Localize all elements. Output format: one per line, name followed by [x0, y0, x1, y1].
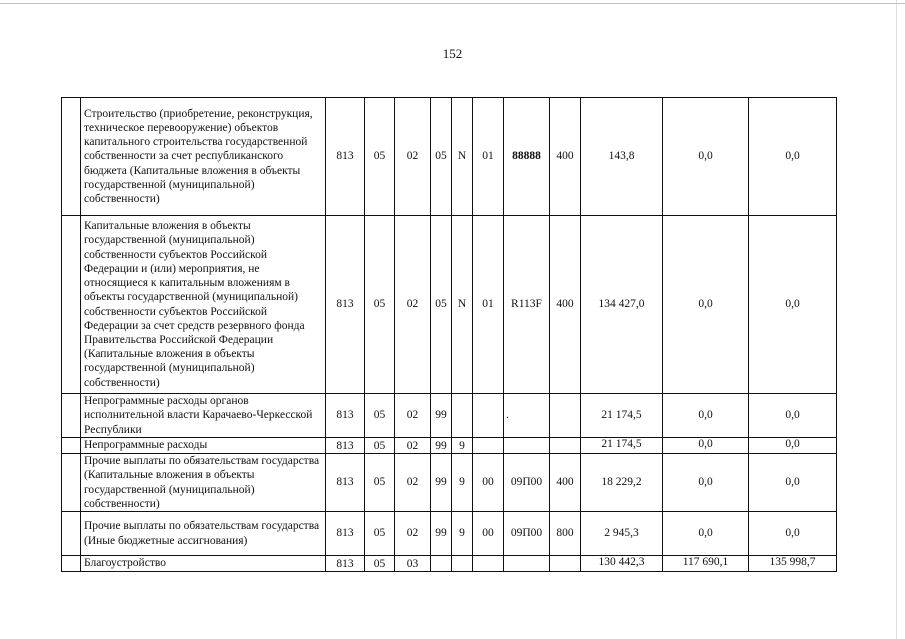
subprogram-code	[452, 556, 473, 572]
scan-edge-line	[0, 3, 905, 4]
table-row	[62, 98, 837, 216]
main-event-code: 01	[473, 216, 504, 394]
section-code: 05	[365, 454, 395, 512]
row-number-cell	[62, 556, 81, 572]
row-number-cell	[62, 454, 81, 512]
amount-year-2: 0,0	[663, 454, 749, 512]
main-event-code	[473, 438, 504, 454]
direction-code: .	[504, 394, 550, 438]
subsection-code: 02	[395, 438, 431, 454]
amount-year-1: 21 174,5	[581, 394, 663, 438]
amount-year-2: 117 690,1	[663, 556, 749, 572]
row-number-cell	[62, 216, 81, 394]
subprogram-code: 9	[452, 454, 473, 512]
table-row	[62, 556, 837, 572]
amount-year-1: 134 427,0	[581, 216, 663, 394]
ved-code: 813	[326, 454, 365, 512]
direction-code: R113F	[504, 216, 550, 394]
amount-year-3: 0,0	[749, 512, 837, 556]
table-row	[62, 216, 837, 394]
main-event-code: 01	[473, 98, 504, 216]
amount-year-3: 0,0	[749, 98, 837, 216]
row-number-cell	[62, 394, 81, 438]
ved-code: 813	[326, 98, 365, 216]
subprogram-code: 9	[452, 438, 473, 454]
amount-year-1: 130 442,3	[581, 556, 663, 572]
subsection-code: 02	[395, 512, 431, 556]
amount-year-3: 0,0	[749, 394, 837, 438]
row-number-cell	[62, 512, 81, 556]
expense-name: Прочие выплаты по обязательствам государства (Иные бюджетные ассигнования)	[81, 512, 326, 556]
subsection-code: 03	[395, 556, 431, 572]
table-row	[62, 394, 837, 438]
expense-name: Строительство (приобретение, реконструкция, техническое перевооружение) объектов капитального строительства государственной собственности за счет республиканского бюджета (Капитальные вложения в объекты государственной (муниципальной) собственности)	[81, 98, 326, 216]
row-number-cell	[62, 98, 81, 216]
program-code: 99	[431, 438, 452, 454]
direction-code	[504, 556, 550, 572]
direction-code	[504, 438, 550, 454]
program-code	[431, 556, 452, 572]
amount-year-3: 0,0	[749, 438, 837, 454]
scan-right-edge	[896, 0, 897, 639]
program-code: 99	[431, 454, 452, 512]
subprogram-code: N	[452, 98, 473, 216]
amount-year-2: 0,0	[663, 394, 749, 438]
expense-name: Благоустройство	[81, 556, 326, 572]
subprogram-code: N	[452, 216, 473, 394]
section-code: 05	[365, 98, 395, 216]
amount-year-2: 0,0	[663, 98, 749, 216]
expense-name: Прочие выплаты по обязательствам государства (Капитальные вложения в объекты государственной (муниципальной) собственности)	[81, 454, 326, 512]
row-number-cell	[62, 438, 81, 454]
ved-code: 813	[326, 216, 365, 394]
table-row	[62, 438, 837, 454]
expense-name: Капитальные вложения в объекты государственной (муниципальной) собственности субъектов Российской Федерации и (или) мероприятия, не относящиеся к капитальным вложениям в объекты государственной (муниципальной) собственности субъектов Российской Федерации за счет средств резервного фонда Правительства Российской Федерации (Капитальные вложения в объекты государственной (муниципальной) собственности)	[81, 216, 326, 394]
subsection-code: 02	[395, 394, 431, 438]
subprogram-code: 9	[452, 512, 473, 556]
amount-year-1: 21 174,5	[581, 438, 663, 454]
main-event-code: 00	[473, 512, 504, 556]
direction-code: 09П00	[504, 512, 550, 556]
ved-code: 813	[326, 394, 365, 438]
ved-code: 813	[326, 438, 365, 454]
ved-code: 813	[326, 512, 365, 556]
program-code: 05	[431, 216, 452, 394]
page-number: 152	[442, 46, 463, 61]
amount-year-3: 135 998,7	[749, 556, 837, 572]
section-code: 05	[365, 438, 395, 454]
direction-code: 88888	[504, 98, 550, 216]
expense-name: Непрограммные расходы	[81, 438, 326, 454]
program-code: 99	[431, 394, 452, 438]
amount-year-3: 0,0	[749, 454, 837, 512]
section-code: 05	[365, 556, 395, 572]
expense-type-code: 400	[550, 98, 581, 216]
amount-year-2: 0,0	[663, 438, 749, 454]
ved-code: 813	[326, 556, 365, 572]
expense-name: Непрограммные расходы органов исполнительной власти Карачаево-Черкесской Республики	[81, 394, 326, 438]
section-code: 05	[365, 216, 395, 394]
amount-year-3: 0,0	[749, 216, 837, 394]
subsection-code: 02	[395, 216, 431, 394]
amount-year-1: 143,8	[581, 98, 663, 216]
main-event-code	[473, 556, 504, 572]
budget-table	[61, 97, 837, 572]
main-event-code: 00	[473, 454, 504, 512]
table-row	[62, 512, 837, 556]
expense-type-code: 800	[550, 512, 581, 556]
expense-type-code	[550, 394, 581, 438]
program-code: 05	[431, 98, 452, 216]
direction-code: 09П00	[504, 454, 550, 512]
section-code: 05	[365, 394, 395, 438]
expense-type-code: 400	[550, 216, 581, 394]
subsection-code: 02	[395, 98, 431, 216]
subprogram-code	[452, 394, 473, 438]
amount-year-1: 2 945,3	[581, 512, 663, 556]
expense-type-code	[550, 556, 581, 572]
program-code: 99	[431, 512, 452, 556]
expense-type-code: 400	[550, 454, 581, 512]
section-code: 05	[365, 512, 395, 556]
expense-type-code	[550, 438, 581, 454]
amount-year-2: 0,0	[663, 216, 749, 394]
subsection-code: 02	[395, 454, 431, 512]
amount-year-2: 0,0	[663, 512, 749, 556]
main-event-code	[473, 394, 504, 438]
amount-year-1: 18 229,2	[581, 454, 663, 512]
table-row	[62, 454, 837, 512]
